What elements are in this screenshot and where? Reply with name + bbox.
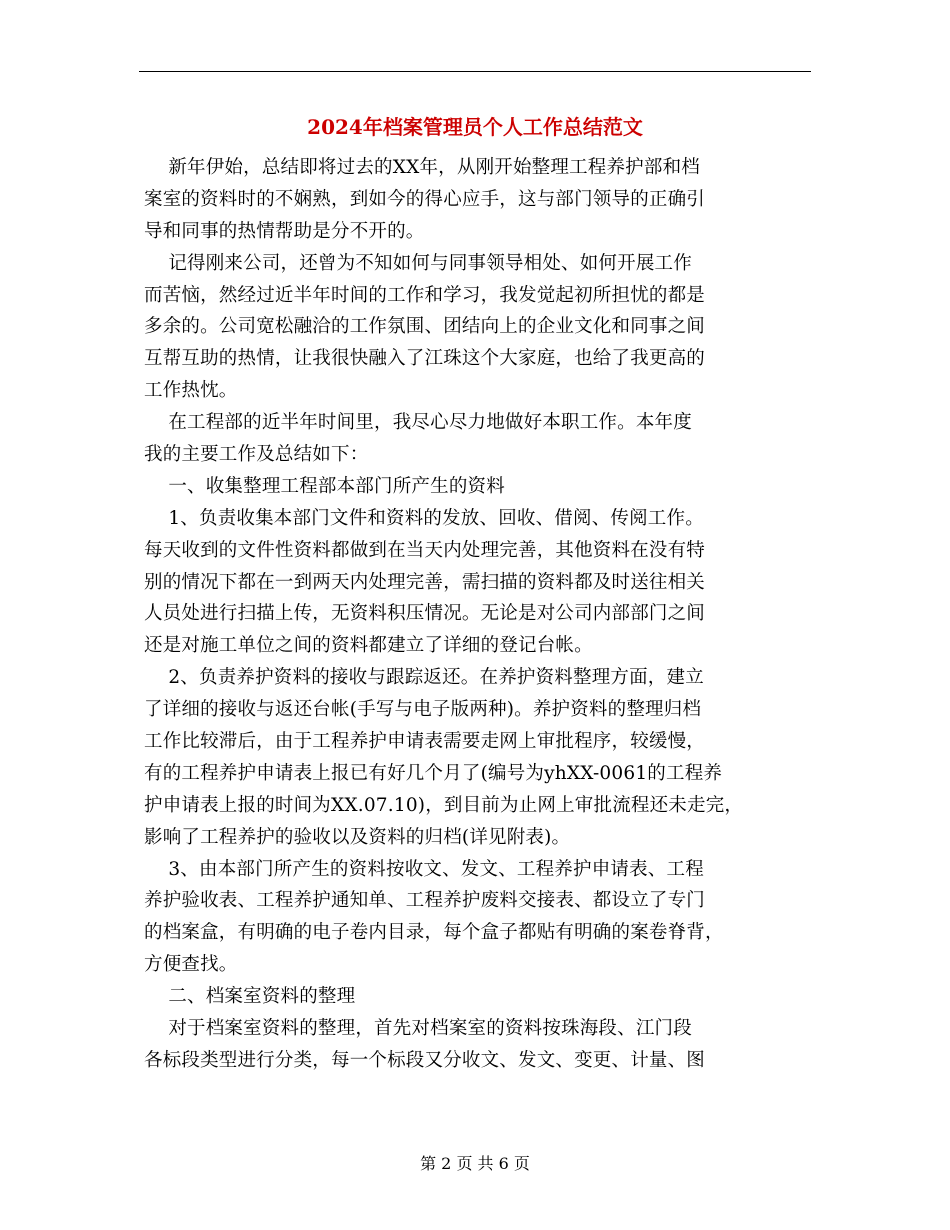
body-text-line: 工作比较滞后，由于工程养护申请表需要走网上审批程序，较缓慢，	[144, 731, 706, 753]
body-text-line: 每天收到的文件性资料都做到在当天内处理完善，其他资料在没有特	[144, 539, 706, 561]
body-text-line: 而苦恼，然经过近半年时间的工作和学习，我发觉起初所担忧的都是	[144, 284, 706, 306]
body-text-line: 工作热忱。	[144, 380, 238, 402]
body-text-line: 还是对施工单位之间的资料都建立了详细的登记台帐。	[144, 635, 593, 657]
body-text-line: 一、收集整理工程部本部门所产生的资料	[144, 475, 505, 497]
body-text-line: 方便查找。	[144, 954, 238, 976]
body-text-line: 养护验收表、工程养护通知单、工程养护废料交接表、都设立了专门	[144, 890, 706, 912]
header-rule	[139, 71, 811, 72]
document-title: 2024年档案管理员个人工作总结范文	[307, 115, 643, 139]
body-text-line: 多余的。公司宽松融洽的工作氛围、团结向上的企业文化和同事之间	[144, 316, 706, 338]
page-number: 第 2 页 共 6 页	[420, 1154, 530, 1173]
body-text-line: 人员处进行扫描上传，无资料积压情况。无论是对公司内部部门之间	[144, 603, 706, 625]
body-text-line: 影响了工程养护的验收以及资料的归档(详见附表)。	[144, 826, 571, 848]
body-text-line: 各标段类型进行分类，每一个标段又分收文、发文、变更、计量、图	[144, 1049, 706, 1071]
body-text-line: 有的工程养护申请表上报已有好几个月了(编号为yhXX-0061的工程养	[144, 762, 723, 784]
body-text-line: 导和同事的热情帮助是分不开的。	[144, 220, 425, 242]
body-text-line: 在工程部的近半年时间里，我尽心尽力地做好本职工作。本年度	[144, 412, 692, 434]
document-body	[144, 152, 824, 1077]
body-text-line: 的档案盒，有明确的电子卷内目录，每个盒子都贴有明确的案卷脊背，	[144, 922, 724, 944]
body-text-line: 护申请表上报的时间为XX.07.10)，到目前为止网上审批流程还未走完，	[144, 794, 744, 816]
body-text-line: 2、负责养护资料的接收与跟踪返还。在养护资料整理方面，建立	[144, 667, 704, 689]
body-text-line: 我的主要工作及总结如下：	[144, 444, 369, 466]
body-text-line: 别的情况下都在一到两天内处理完善，需扫描的资料都及时送往相关	[144, 571, 706, 593]
body-text-line: 互帮互助的热情，让我很快融入了江珠这个大家庭，也给了我更高的	[144, 348, 706, 370]
body-text-line: 新年伊始，总结即将过去的XX年，从刚开始整理工程养护部和档	[144, 157, 700, 178]
body-text-line: 1、负责收集本部门文件和资料的发放、回收、借阅、传阅工作。	[144, 507, 704, 529]
body-text-line: 3、由本部门所产生的资料按收文、发文、工程养护申请表、工程	[144, 858, 704, 880]
body-text-line: 案室的资料时的不娴熟，到如今的得心应手，这与部门领导的正确引	[144, 188, 706, 210]
body-text-line: 二、档案室资料的整理	[144, 986, 356, 1008]
body-text-line: 记得刚来公司，还曾为不知如何与同事领导相处、如何开展工作	[144, 252, 692, 274]
body-text-line: 了详细的接收与返还台帐(手写与电子版两种)。养护资料的整理归档	[144, 699, 702, 721]
body-text-line: 对于档案室资料的整理，首先对档案室的资料按珠海段、江门段	[144, 1018, 692, 1040]
